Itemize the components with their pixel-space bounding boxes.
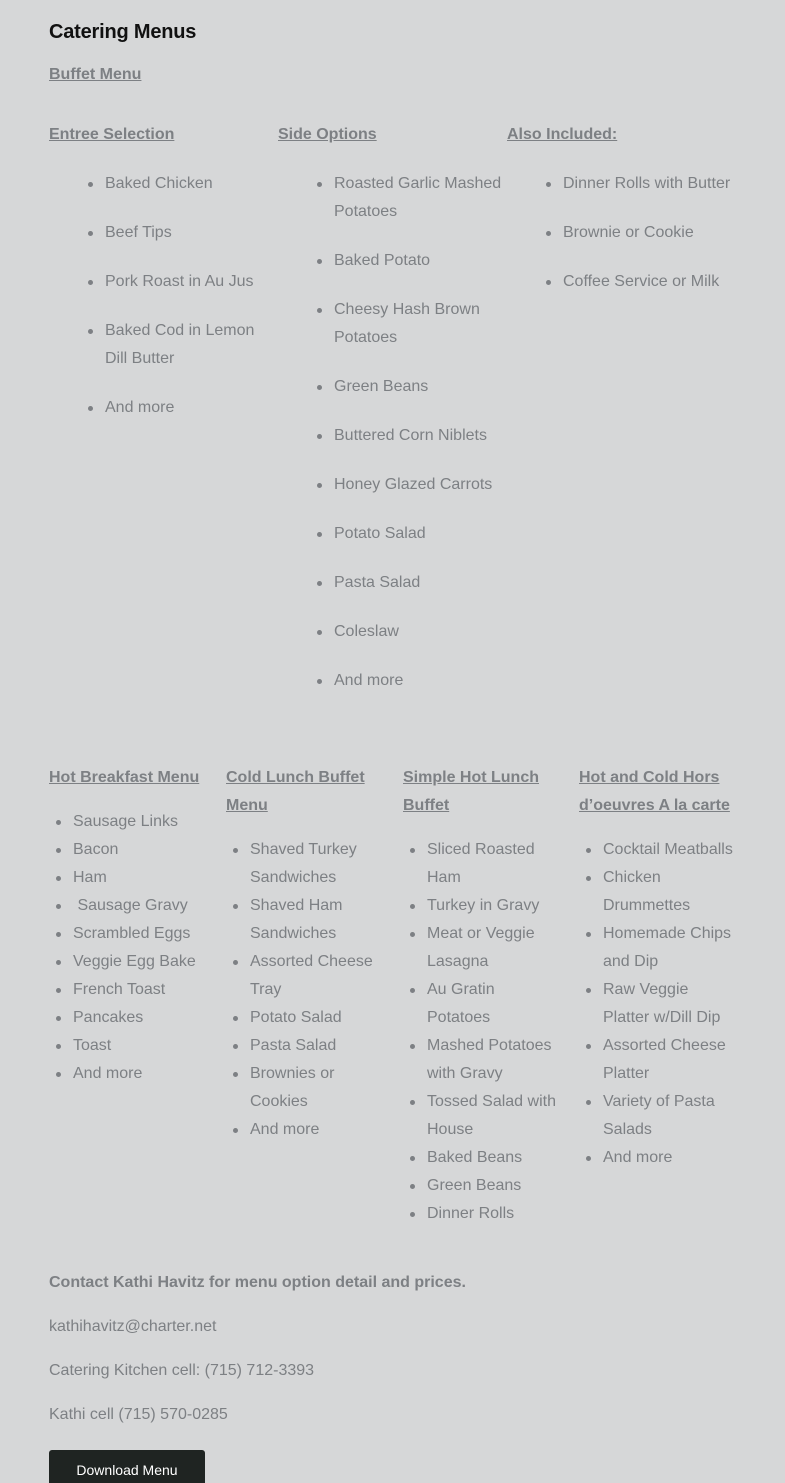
list-item: Roasted Garlic Mashed Potatoes [334, 170, 504, 226]
list-item: French Toast [73, 976, 209, 1004]
email-link[interactable]: kathihavitz@charter.net [49, 1318, 217, 1335]
list-item: Green Beans [334, 373, 503, 401]
list-item: Sausage Gravy [73, 892, 209, 920]
simple-hot-lunch-heading: Simple Hot Lunch Buffet [403, 769, 539, 814]
kathi-cell: Kathi cell (715) 570-0285 [49, 1406, 228, 1423]
list-item: Ham [73, 864, 209, 892]
download-menu-button[interactable]: Download Menu [49, 1450, 205, 1483]
list-item: Chicken Drummettes [603, 864, 703, 920]
list-item: Dinner Rolls with Butter [563, 170, 742, 198]
list-item: Assorted Cheese Platter [603, 1032, 728, 1088]
list-item: Bacon [73, 836, 209, 864]
cold-lunch-heading: Cold Lunch Buffet Menu [226, 769, 365, 814]
list-item: Raw Veggie Platter w/Dill Dip [603, 976, 733, 1032]
list-item: And more [603, 1144, 744, 1172]
hors-doeuvres-list [579, 836, 744, 1172]
list-item: Shaved Ham Sandwiches [250, 892, 360, 948]
hot-breakfast-column [49, 764, 209, 1088]
simple-hot-lunch-column [403, 764, 568, 1228]
list-item: Mashed Potatoes with Gravy [427, 1032, 557, 1088]
list-item: Pork Roast in Au Jus [105, 268, 274, 296]
list-item: Coleslaw [334, 618, 503, 646]
hot-breakfast-list [49, 808, 209, 1088]
side-options-list [278, 170, 503, 695]
entree-list [49, 170, 274, 422]
list-item: Turkey in Gravy [427, 892, 568, 920]
list-item: Sausage Links [73, 808, 209, 836]
list-item: Au Gratin Potatoes [427, 976, 527, 1032]
list-item: Tossed Salad with House [427, 1088, 562, 1144]
page-title: Catering Menus [49, 21, 197, 43]
list-item: Buttered Corn Niblets [334, 422, 503, 450]
cold-lunch-list [226, 836, 376, 1144]
list-item: Potato Salad [334, 520, 503, 548]
list-item: Pancakes [73, 1004, 209, 1032]
also-included-column [507, 121, 742, 317]
list-item: Baked Potato [334, 247, 503, 275]
list-item: Beef Tips [105, 219, 274, 247]
list-item: Toast [73, 1032, 209, 1060]
buffet-menu-link[interactable]: Buffet Menu [49, 66, 142, 83]
list-item: Honey Glazed Carrots [334, 471, 503, 499]
list-item: Green Beans [427, 1172, 568, 1200]
list-item: Scrambled Eggs [73, 920, 209, 948]
cold-lunch-column [226, 764, 376, 1144]
list-item: Brownie or Cookie [563, 219, 742, 247]
list-item: Variety of Pasta Salads [603, 1088, 723, 1144]
list-item: Shaved Turkey Sandwiches [250, 836, 365, 892]
contact-heading: Contact Kathi Havitz for menu option detail and prices. [49, 1274, 466, 1291]
simple-hot-lunch-list [403, 836, 568, 1228]
hot-breakfast-heading: Hot Breakfast Menu [49, 769, 200, 786]
also-included-list [507, 170, 742, 296]
list-item: Brownies or Cookies [250, 1060, 350, 1116]
list-item: Dinner Rolls [427, 1200, 568, 1228]
side-options-heading: Side Options [278, 126, 377, 143]
hors-doeuvres-column [579, 764, 744, 1172]
list-item: Baked Beans [427, 1144, 568, 1172]
list-item: Sliced Roasted Ham [427, 836, 542, 892]
list-item: Cheesy Hash Brown Potatoes [334, 296, 484, 352]
list-item: Pasta Salad [334, 569, 503, 597]
list-item: Homemade Chips and Dip [603, 920, 738, 976]
list-item: Assorted Cheese Tray [250, 948, 375, 1004]
also-included-heading: Also Included: [507, 126, 618, 143]
entree-selection-column [49, 121, 274, 443]
list-item: Baked Cod in Lemon Dill Butter [105, 317, 270, 373]
list-item: Meat or Veggie Lasagna [427, 920, 547, 976]
list-item: And more [334, 667, 503, 695]
list-item: Pasta Salad [250, 1032, 376, 1060]
entree-selection-heading: Entree Selection [49, 126, 175, 143]
side-options-column [278, 121, 503, 716]
list-item: Coffee Service or Milk [563, 268, 742, 296]
list-item: Potato Salad [250, 1004, 376, 1032]
list-item: And more [73, 1060, 209, 1088]
list-item: And more [105, 394, 274, 422]
hors-doeuvres-heading: Hot and Cold Hors d’oeuvres A la carte [579, 769, 730, 814]
kitchen-cell: Catering Kitchen cell: (715) 712-3393 [49, 1362, 315, 1379]
list-item: Baked Chicken [105, 170, 274, 198]
list-item: And more [250, 1116, 376, 1144]
list-item: Cocktail Meatballs [603, 836, 744, 864]
list-item: Veggie Egg Bake [73, 948, 209, 976]
